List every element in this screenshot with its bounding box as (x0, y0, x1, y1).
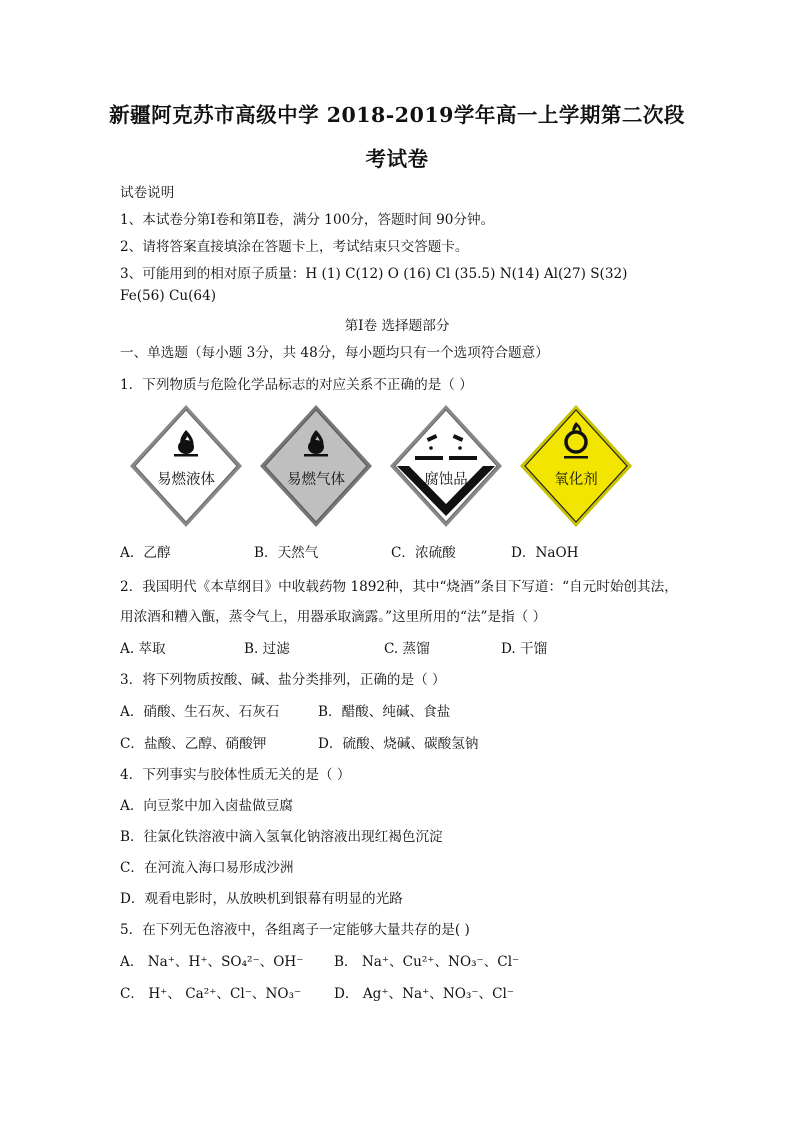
q5-option-b: B． Na⁺、Cu²⁺、NO₃⁻、Cl⁻ (334, 954, 520, 970)
instructions-heading: 试卷说明 (120, 185, 175, 201)
flammable-gas-diamond-icon (257, 402, 375, 530)
q4-stem: 4．下列事实与胶体性质无关的是（ ） (120, 767, 351, 783)
q2-stem-line1: 2．我国明代《本草纲目》中收载药物 1892种，其中“烧酒”条目下写道：“自元时始创其法， (120, 579, 678, 595)
hazard-sign-corrosive (387, 402, 505, 530)
sign-label-3: 腐蚀品 (424, 472, 468, 488)
corrosive-diamond-icon (387, 402, 505, 530)
q5-option-a: A． Na⁺、H⁺、SO₄²⁻、OH⁻ (120, 954, 304, 970)
q1-stem: 1．下列物质与危险化学品标志的对应关系不正确的是（ ） (120, 377, 473, 393)
q2-option-d: D. 干馏 (501, 641, 548, 657)
q3-option-d: D．硫酸、烧碱、碳酸氢钠 (318, 736, 479, 752)
instruction-2: 2、请将答案直接填涂在答题卡上，考试结束只交答题卡。 (120, 239, 469, 255)
hazard-sign-flammable-liquid (127, 402, 245, 530)
exam-title-line2: 考试卷 (365, 147, 429, 171)
q1-option-a: A．乙醇 (120, 545, 171, 561)
q4-option-c: C．在河流入海口易形成沙洲 (120, 860, 294, 876)
q2-stem-line2: 用浓酒和糟入甑，蒸令气上，用器承取滴露。”这里所用的“法”是指（ ） (120, 609, 547, 625)
instruction-1: 1、本试卷分第Ⅰ卷和第Ⅱ卷，满分 100分，答题时间 90分钟。 (120, 212, 495, 228)
hazard-sign-flammable-gas (257, 402, 375, 530)
q3-stem: 3．将下列物质按酸、碱、盐分类排列，正确的是（ ） (120, 672, 446, 688)
q1-option-c: C．浓硫酸 (391, 545, 456, 561)
q4-option-d: D．观看电影时，从放映机到银幕有明显的光路 (120, 891, 403, 907)
q3-option-a: A．硝酸、生石灰、石灰石 (120, 704, 280, 720)
instruction-3-cont: Fe(56) Cu(64) (120, 288, 217, 304)
hazard-sign-oxidizer (517, 402, 635, 530)
q5-option-c: C． H⁺、 Ca²⁺、Cl⁻、NO₃⁻ (120, 986, 302, 1002)
q2-option-a: A. 萃取 (120, 641, 166, 657)
part-title: 第Ⅰ卷 选择题部分 (344, 318, 450, 334)
section-heading: 一、单选题（每小题 3分，共 48分，每小题均只有一个选项符合题意） (120, 345, 549, 361)
q3-option-b: B．醋酸、纯碱、食盐 (318, 704, 451, 720)
q4-option-a: A．向豆浆中加入卤盐做豆腐 (120, 798, 293, 814)
sign-label-1: 易燃液体 (157, 472, 215, 488)
oxidizer-diamond-icon (517, 402, 635, 530)
q2-option-c: C. 蒸馏 (384, 641, 430, 657)
q1-option-b: B．天然气 (254, 545, 319, 561)
q1-option-d: D．NaOH (511, 545, 579, 561)
q5-stem: 5．在下列无色溶液中，各组离子一定能够大量共存的是( ) (120, 922, 470, 938)
q4-option-b: B．往氯化铁溶液中滴入氢氧化钠溶液出现红褐色沉淀 (120, 829, 443, 845)
exam-title-line1: 新疆阿克苏市高级中学 2018-2019学年高一上学期第二次段 (109, 103, 685, 127)
instruction-3: 3、可能用到的相对原子质量：H (1) C(12) O (16) Cl (35.5) N(14) Al(27) S(32) (120, 266, 628, 282)
q5-option-d: D． Ag⁺、Na⁺、NO₃⁻、Cl⁻ (334, 986, 515, 1002)
flammable-liquid-diamond-icon (127, 402, 245, 530)
q2-option-b: B. 过滤 (244, 641, 290, 657)
sign-label-2: 易燃气体 (287, 472, 345, 488)
sign-label-4: 氧化剂 (554, 472, 598, 488)
hazard-signs (127, 402, 637, 532)
q3-option-c: C．盐酸、乙醇、硝酸钾 (120, 736, 267, 752)
